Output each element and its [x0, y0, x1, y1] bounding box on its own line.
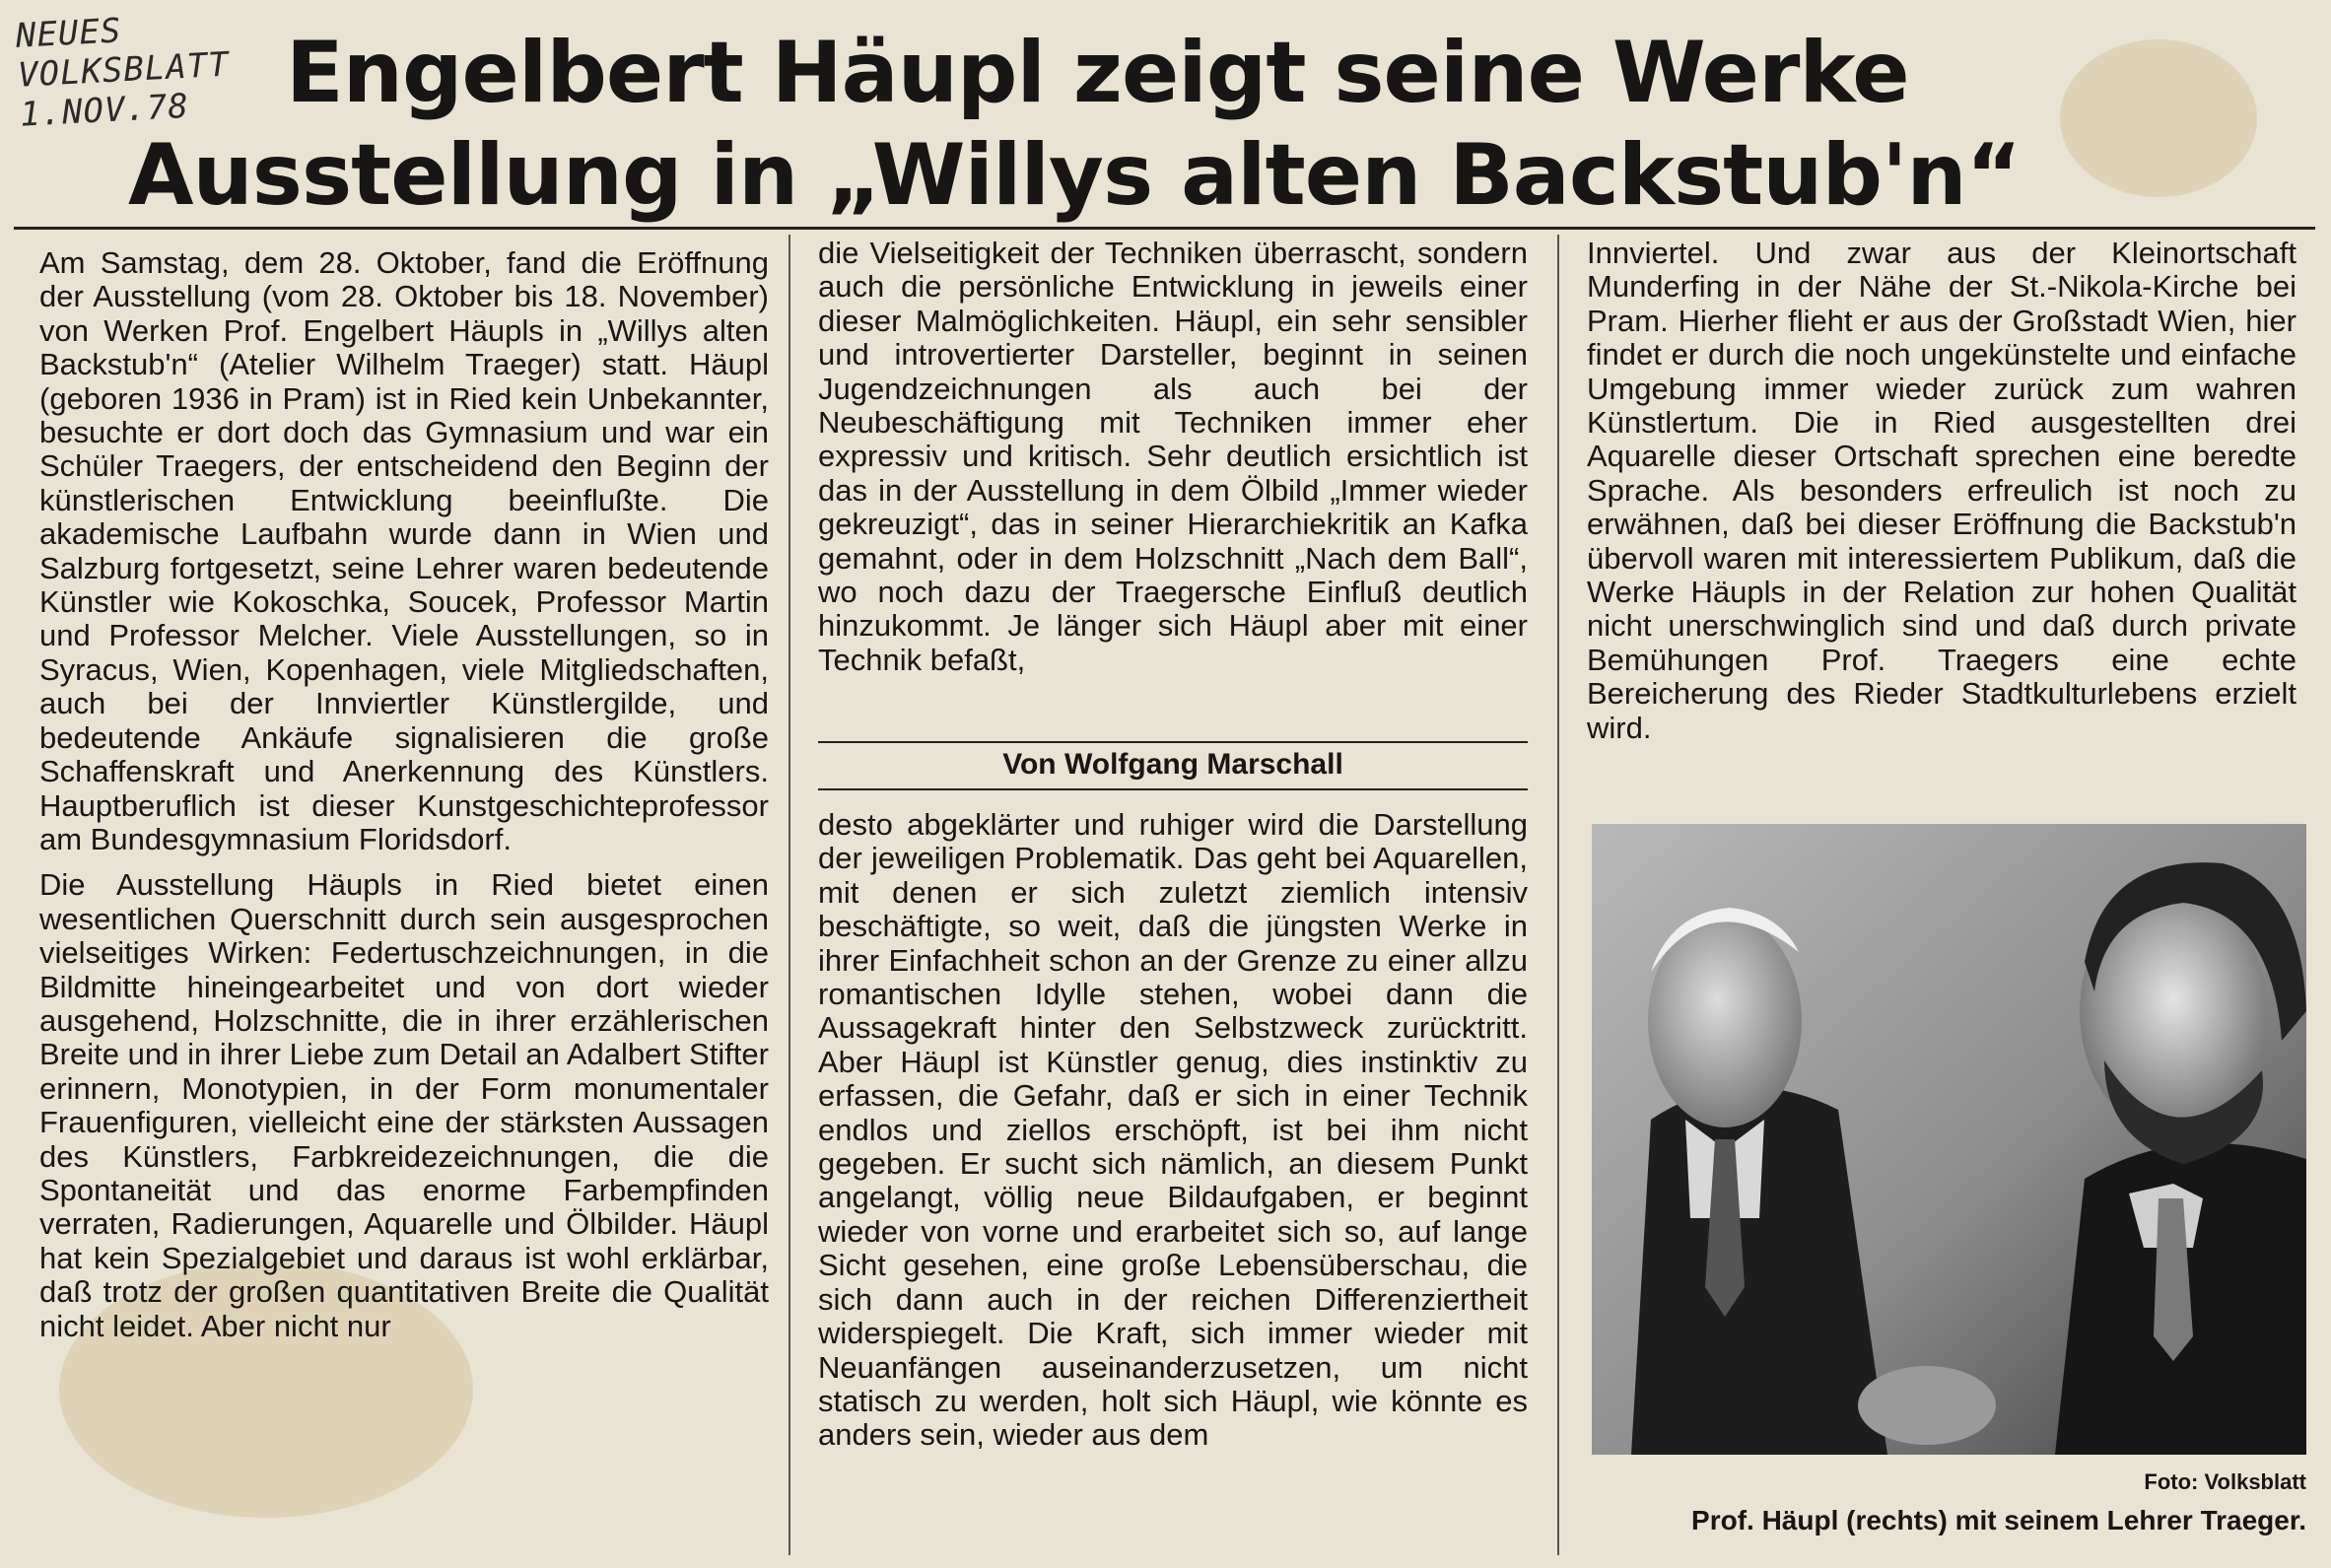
- paragraph: Die Ausstellung Häupls in Ried bietet einen wesentlichen Querschnitt durch sein ausgesprochen vielseitiges Wirken: Federtuschzeichnungen, in die Bildmitte hineingearbeitet und von dort wieder ausgehend, Holzschnitte, die in ihrer erzählerischen Breite und in ihrer Liebe zum Detail an Adalbert Stifter erinnern, Monotypien, in der Form monumentaler Frauenfiguren, vielleicht eine der stärksten Aussagen des Künstlers, Farbkreidezeichnungen, die die Spontaneität und das enorme Farbempfinden verraten, Radierungen, Aquarelle und Ölbilder. Häupl hat kein Spezialgebiet und daraus ist wohl erklärbar, daß trotz der großen quantitativen Breite die Qualität nicht leidet. Aber nicht nur: [39, 867, 769, 1343]
- column-divider: [1557, 235, 1559, 1555]
- paragraph: Am Samstag, dem 28. Oktober, fand die Eröffnung der Ausstellung (vom 28. Oktober bis 18. November) von Werken Prof. Engelbert Häupls in „Willys alten Backstub'n“ (Atelier Wilhelm Traeger) statt. Häupl (geboren 1936 in Pram) ist in Ried kein Unbekannter, besuchte er dort doch das Gymnasium und war ein Schüler Traegers, der entscheidend den Beginn der künstlerischen Entwicklung beeinflußte. Die akademische Laufbahn wurde dann in Wien und Salzburg fortgesetzt, seine Lehrer waren bedeutende Künstler wie Kokoschka, Soucek, Professor Martin und Professor Melcher. Viele Ausstellungen, so in Syracus, Wien, Kopenhagen, viele Mitgliedschaften, auch bei der Innviertler Künstlergilde, und bedeutende Ankäufe signalisieren die große Schaffenskraft und Anerkennung des Künstlers. Hauptberuflich ist dieser Kunstgeschichteprofessor am Bundesgymnasium Floridsdorf.: [39, 245, 769, 856]
- handnote-line: NEUES: [15, 11, 123, 56]
- photo-credit: Foto: Volksblatt: [2144, 1469, 2306, 1494]
- headline-line-1: Engelbert Häupl zeigt seine Werke: [286, 24, 1909, 122]
- article-column-1: [39, 246, 769, 1343]
- photo-illustration: [1592, 824, 2306, 1455]
- headline: [128, 22, 2218, 227]
- byline-rule-bottom: [818, 788, 1528, 790]
- byline-rule-top: [818, 741, 1528, 743]
- paragraph: die Vielseitigkeit der Techniken überrascht, sondern auch die persönliche Entwicklung in jeweils einer dieser Malmöglichkeiten. Häupl, ein sehr sensibler und introvertierter Darsteller, beginnt in seinen Jugendzeichnungen als auch bei der Neubeschäftigung mit Techniken immer eher expressiv und kritisch. Sehr deutlich ersichtlich ist das in der Ausstellung in dem Ölbild „Immer wieder gekreuzigt“, das in seiner Hierarchiekritik an Kafka gemahnt, oder in dem Holzschnitt „Nach dem Ball“, wo noch dazu der Traegersche Einfluß deutlich hinzukommt. Je länger sich Häupl aber mit einer Technik befaßt,: [818, 236, 1528, 677]
- photo-caption: Prof. Häupl (rechts) mit seinem Lehrer Traeger.: [1691, 1505, 2306, 1535]
- handnote-line: VOLKSBLATT: [17, 44, 231, 96]
- article-column-2-bottom: [818, 808, 1528, 1453]
- headline-divider: [14, 227, 2315, 230]
- article-column-2-top: [818, 237, 1528, 677]
- paragraph: Innviertel. Und zwar aus der Kleinortschaft Munderfing in der Nähe der St.-Nikola-Kirche bei Pram. Hierher flieht er aus der Großstadt Wien, hier findet er durch die noch ungekünstelte und einfache Umgebung immer wieder zurück zum wahren Künstlertum. Die in Ried ausgestellten drei Aquarelle dieser Ortschaft sprechen eine beredte Sprache. Als besonders erfreulich ist noch zu erwähnen, daß bei dieser Eröffnung die Backstub'n übervoll waren mit interessiertem Publikum, daß die Werke Häupls in der Relation zur hohen Qualität nicht unerschwinglich sind und daß durch private Bemühungen Prof. Traegers eine echte Bereicherung des Rieder Stadtkulturlebens erzielt wird.: [1587, 236, 2297, 745]
- paragraph: desto abgeklärter und ruhiger wird die Darstellung der jeweiligen Problematik. Das geht bei Aquarellen, mit denen er sich zuletzt ziemlich intensiv beschäftigte, so weit, daß die jüngsten Werke in ihrer Einfachheit schon an der Grenze zu einer allzu romantischen Idylle stehen, wobei dann die Aussagekraft hinter den Selbstzweck zurücktritt. Aber Häupl ist Künstler genug, dies instinktiv zu erfassen, die Gefahr, daß er sich in einer Technik endlos und ziellos erschöpft, ist bei ihm nicht gegeben. Er sucht sich nämlich, an diesem Punkt angelangt, völlig neue Bildaufgaben, er beginnt wieder von vorne und erarbeitet sich so, auf lange Sicht gesehen, eine große Lebensüberschau, die sich dann auch in der reichen Differenziertheit widerspiegelt. Die Kraft, sich immer wieder mit Neuanfängen auseinanderzusetzen, um nicht statisch zu werden, holt sich Häupl, wie könnte es anders sein, wieder aus dem: [818, 807, 1528, 1453]
- handnote-line: 1.NOV.78: [19, 86, 190, 135]
- article-column-3: [1587, 237, 2297, 745]
- author-byline: Von Wolfgang Marschall: [1002, 748, 1343, 781]
- headline-line-2: Ausstellung in „Willys alten Backstub'n“: [128, 126, 2022, 225]
- news-photo: [1592, 824, 2306, 1455]
- column-divider: [788, 235, 790, 1555]
